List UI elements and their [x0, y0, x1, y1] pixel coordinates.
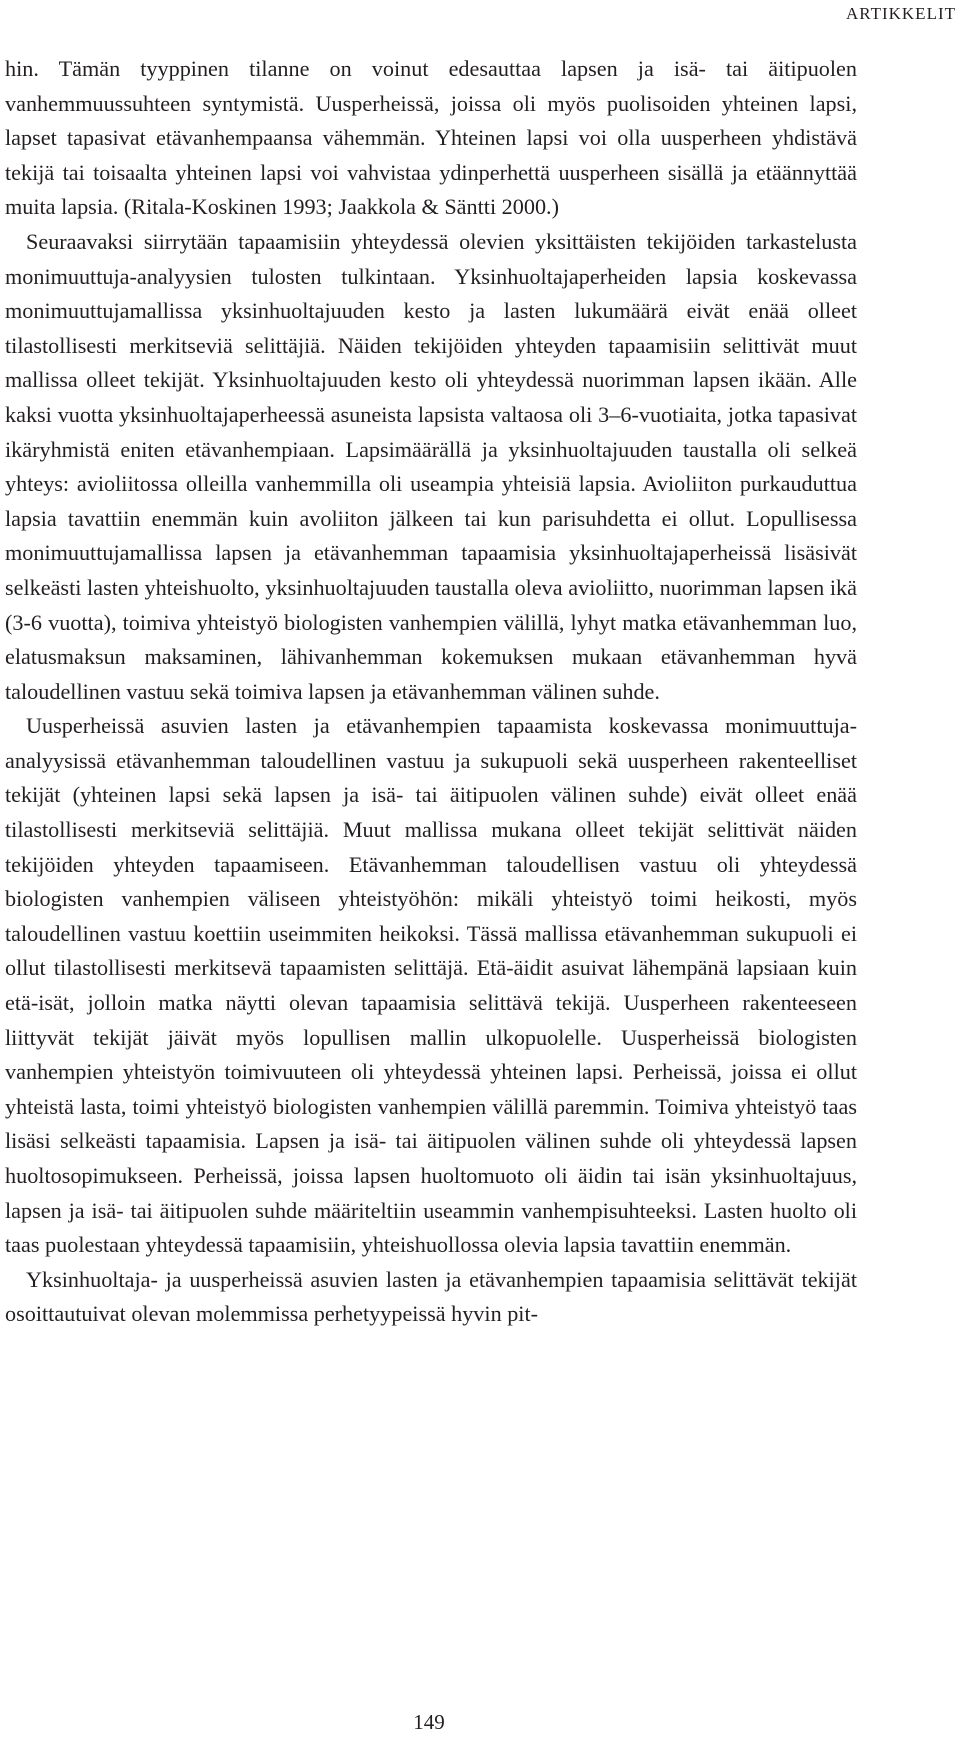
running-header: ARTIKKELIT — [845, 4, 956, 23]
paragraph: Yksinhuoltaja- ja uusperheissä asuvien lasten ja etävanhempien tapaamisia selittävät tekijät osoittautuivat olevan molemmissa perhetyypeissä hyvin pit- — [5, 1266, 857, 1327]
paragraph: hin. Tämän tyyppinen tilanne on voinut edesauttaa lapsen ja isä- tai äitipuolen vanhemmuussuhteen syntymistä. Uusperheissä, joissa oli myös puolisoiden yhteinen lapsi, lapset tapasivat etävanhempaansa vähemmän. Yhteinen lapsi voi olla uusperheen yhdistävä tekijä tai toisaalta yhteinen lapsi voi vahvistaa ydinperhettä uusperheen sisällä ja etäännyttää muita lapsia. (Ritala-Koskinen 1993; Jaakkola & Säntti 2000.) — [5, 56, 857, 220]
page-number: 149 — [413, 1710, 445, 1734]
paragraph: Uusperheissä asuvien lasten ja etävanhempien tapaamista koskevassa monimuuttuja-analyysissä etävanhemman taloudellinen vastuu ja sukupuoli sekä uusperheen rakenteelliset tekijät (yhteinen lapsi sekä lapsen ja isä- tai äitipuolen välinen suhde) eivät olleet enää tilastollisesti merkitseviä selittäjiä. Muut mallissa mukana olleet tekijät selittivät näiden tekijöiden yhteyden tapaamiseen. Etävanhemman taloudellisen vastuu oli yhteydessä biologisten vanhempien väliseen yhteistyöhön: mikäli yhteistyö toimi heikosti, myös taloudellinen vastuu koettiin useimmiten heikoksi. Tässä mallissa etävanhemman sukupuoli ei ollut tilastollisesti merkitsevä tapaamisten selittäjä. Etä-äidit asuivat lähempänä lapsiaan kuin etä-isät, jolloin matka näytti olevan tapaamisia selittävä tekijä. Uusperheen rakenteeseen liittyvät tekijät jäivät myös lopullisen mallin ulkopuolelle. Uusperheissä biologisten vanhempien yhteistyön toimivuuteen oli yhteydessä yhteinen lapsi. Perheissä, joissa ei ollut yhteistä lasta, toimi yhteistyö biologisten vanhempien välillä paremmin. Toimiva yhteistyö taas lisäsi selkeästi tapaamisia. Lapsen ja isä- tai äitipuolen välinen suhde oli yhteydessä lapsen huoltosopimukseen. Perheissä, joissa lapsen huoltomuoto oli äidin tai isän yksinhuoltajuus, lapsen ja isä- tai äitipuolen suhde määriteltiin useammin vanhempisuhteeksi. Lasten huolto oli taas puolestaan yhteydessä tapaamisiin, yhteishuollossa olevia lapsia tavattiin enemmän. — [5, 713, 857, 1258]
article-text — [5, 52, 857, 1332]
paragraph: Seuraavaksi siirrytään tapaamisiin yhteydessä olevien yksittäisten tekijöiden tarkastelusta monimuuttuja-analyysien tulosten tulkintaan. Yksinhuoltajaperheiden lapsia koskevassa monimuuttujamallissa yksinhuoltajuuden kesto ja lasten lukumäärä eivät enää olleet tilastollisesti merkitseviä selittäjiä. Näiden tekijöiden yhteyden tapaamisiin selittivät muut mallissa olleet tekijät. Yksinhuoltajuuden kesto oli yhteydessä nuorimman lapsen ikään. Alle kaksi vuotta yksinhuoltajaperheessä asuneista lapsista valtaosa oli 3–6-vuotiaita, jotka tapasivat ikäryhmistä eniten etävanhempiaan. Lapsimäärällä ja yksinhuoltajuuden taustalla oli selkeä yhteys: avioliitossa olleilla vanhemmilla oli useampia yhteisiä lapsia. Avioliiton purkauduttua lapsia tavattiin enemmän kuin avoliiton jälkeen tai kun parisuhdetta ei ollut. Lopullisessa monimuuttujamallissa lapsen ja etävanhemman tapaamisia yksinhuoltajaperheissä lisäsivät selkeästi lasten yhteishuolto, yksinhuoltajuuden taustalla oleva avioliitto, nuorimman lapsen ikä (3-6 vuotta), toimiva yhteistyö biologisten vanhempien välillä, lyhyt matka etävanhemman luo, elatusmaksun maksaminen, lähivanhemman kokemuksen mukaan etävanhemman hyvä taloudellinen vastuu sekä toimiva lapsen ja etävanhemman välinen suhde. — [5, 228, 857, 704]
